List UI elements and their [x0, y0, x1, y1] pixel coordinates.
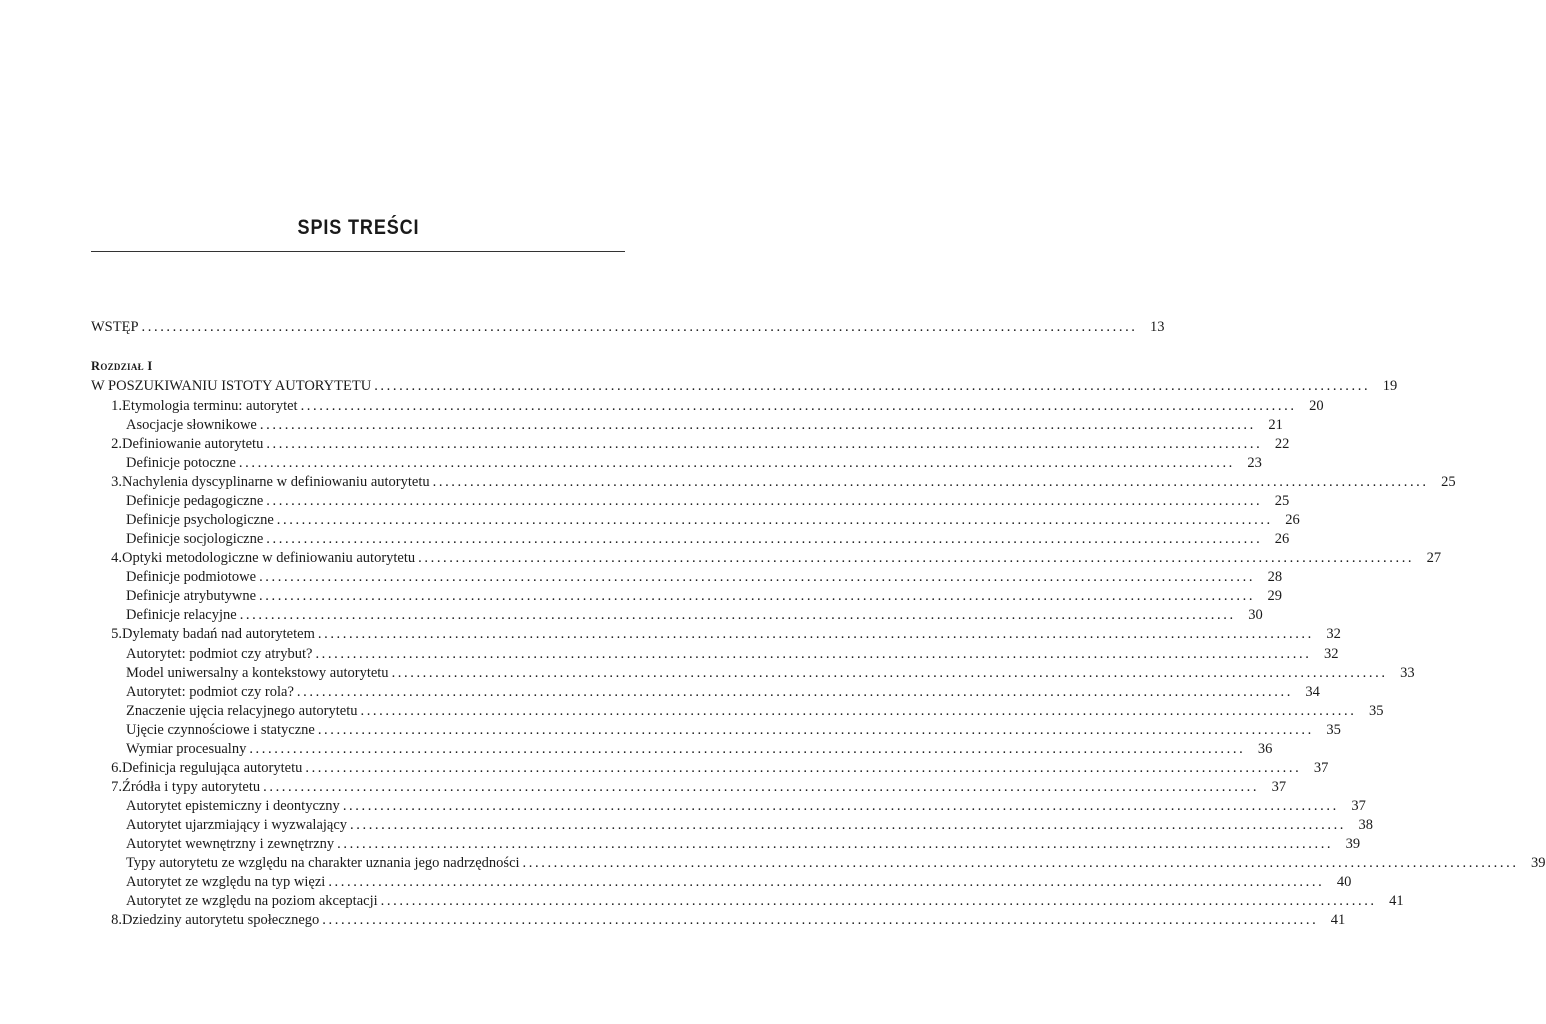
toc-entry-page: 30: [1248, 607, 1263, 623]
toc-entry-label: Autorytet ze względu na poziom akceptacji: [126, 893, 378, 909]
dot-leader: ................................................................................................................................................................: [317, 722, 1314, 738]
toc-entry-label: Definicje socjologiczne: [126, 531, 264, 547]
toc-entry-label: Autorytet wewnętrzny i zewnętrzny: [126, 836, 335, 852]
toc-entry[interactable]: [105, 473, 1456, 492]
toc-entry[interactable]: [105, 911, 1346, 930]
toc-entry-page: 26: [1274, 531, 1290, 547]
dot-leader: ................................................................................................................................................................: [263, 779, 1260, 795]
toc-entry-page: 36: [1257, 741, 1273, 757]
toc-entry-page: 26: [1285, 512, 1300, 528]
toc-entry-page: 38: [1358, 817, 1374, 833]
dot-leader: ................................................................................................................................................................: [276, 512, 1273, 528]
toc-entry[interactable]: [105, 778, 1287, 797]
dot-leader: ................................................................................................................................................................: [360, 703, 1357, 719]
chapter-heading: Rozdział I: [91, 359, 153, 373]
dot-leader: ................................................................................................................................................................: [337, 836, 1334, 852]
toc-entry[interactable]: [105, 549, 1442, 568]
toc-entry[interactable]: [126, 721, 1341, 740]
toc-entry-page: 39: [1531, 855, 1546, 871]
toc-entry[interactable]: [126, 816, 1374, 835]
toc-entry-label: Autorytet ujarzmiający i wyzwalający: [126, 817, 348, 833]
toc-entry[interactable]: [105, 397, 1324, 416]
dot-leader: ................................................................................................................................................................: [300, 398, 1297, 414]
toc-entry-number: 8.: [111, 912, 122, 928]
toc-entry-label: Dylematy badań nad autorytetem: [122, 626, 315, 642]
toc-entry-label: Znaczenie ujęcia relacyjnego autorytetu: [126, 703, 358, 719]
dot-leader: ................................................................................................................................................................: [305, 760, 1302, 776]
toc-entry-label: Autorytet: podmiot czy rola?: [126, 684, 294, 700]
toc-entry[interactable]: [126, 606, 1263, 625]
toc-entry-page: 39: [1345, 836, 1361, 852]
toc-entry[interactable]: [91, 318, 1165, 337]
toc-entry-label: Definicja regulująca autorytetu: [122, 760, 303, 776]
toc-entry-label: Model uniwersalny a kontekstowy autorytetu: [126, 665, 389, 681]
toc-entry-label: Autorytet epistemiczny i deontyczny: [126, 798, 340, 814]
page-title: SPIS TREŚCI: [297, 216, 420, 239]
toc-entry[interactable]: [126, 530, 1290, 549]
toc-entry-label: Typy autorytetu ze względu na charakter uznania jego nadrzędności: [126, 855, 520, 871]
dot-leader: ................................................................................................................................................................: [259, 569, 1256, 585]
toc-entry-page: 25: [1274, 493, 1290, 509]
dot-leader: ................................................................................................................................................................: [391, 665, 1388, 681]
toc-entry-label: W POSZUKIWANIU ISTOTY AUTORYTETU: [91, 378, 372, 394]
toc-entry-number: 5.: [111, 626, 122, 642]
toc-entry[interactable]: [126, 587, 1283, 606]
toc-entry[interactable]: [105, 759, 1329, 778]
toc-entry-page: 40: [1336, 874, 1352, 890]
dot-leader: ................................................................................................................................................................: [266, 531, 1263, 547]
toc-entry-page: 13: [1150, 319, 1165, 335]
toc-entry[interactable]: [126, 835, 1361, 854]
toc-entry[interactable]: [126, 568, 1283, 587]
toc-entry-label: WSTĘP: [91, 319, 139, 335]
toc-entry-label: Definicje potoczne: [126, 455, 236, 471]
toc-entry[interactable]: [126, 492, 1290, 511]
dot-leader: ................................................................................................................................................................: [432, 474, 1429, 490]
toc-entry-label: Definicje psychologiczne: [126, 512, 274, 528]
toc-entry[interactable]: [126, 511, 1300, 530]
toc-entry[interactable]: [126, 664, 1415, 683]
toc-entry-label: Źródła i typy autorytetu: [122, 779, 261, 795]
toc-entry-number: 2.: [111, 436, 122, 452]
toc-entry-page: 37: [1313, 760, 1329, 776]
toc-entry[interactable]: [126, 892, 1404, 911]
toc-entry[interactable]: [105, 625, 1341, 644]
dot-leader: ................................................................................................................................................................: [259, 417, 1256, 433]
toc-entry[interactable]: [91, 377, 1398, 396]
toc-entry-page: 28: [1267, 569, 1283, 585]
toc-entry-page: 21: [1268, 417, 1283, 433]
toc-entry-page: 41: [1389, 893, 1404, 909]
toc-entry-label: Definicje podmiotowe: [126, 569, 257, 585]
toc-entry-page: 29: [1267, 588, 1283, 604]
toc-entry-page: 23: [1247, 455, 1262, 471]
toc-entry[interactable]: [105, 435, 1290, 454]
toc-entry-number: 6.: [111, 760, 122, 776]
table-of-contents: [91, 0, 1546, 1024]
dot-leader: ................................................................................................................................................................: [249, 741, 1246, 757]
dot-leader: ................................................................................................................................................................: [266, 493, 1263, 509]
toc-entry[interactable]: [126, 740, 1273, 759]
toc-entry[interactable]: [126, 797, 1366, 816]
toc-entry-label: Nachylenia dyscyplinarne w definiowaniu autorytetu: [122, 474, 430, 490]
toc-entry-label: Definicje pedagogiczne: [126, 493, 264, 509]
toc-entry-page: 35: [1326, 722, 1341, 738]
toc-entry[interactable]: [126, 454, 1262, 473]
toc-entry-label: Autorytet: podmiot czy atrybut?: [126, 646, 313, 662]
toc-entry[interactable]: [126, 702, 1384, 721]
toc-entry-label: Wymiar procesualny: [126, 741, 247, 757]
toc-entry-label: Dziedziny autorytetu społecznego: [122, 912, 320, 928]
toc-entry-label: Definicje atrybutywne: [126, 588, 257, 604]
toc-entry[interactable]: [126, 683, 1320, 702]
dot-leader: ................................................................................................................................................................: [322, 912, 1319, 928]
toc-entry-page: 33: [1400, 665, 1415, 681]
toc-entry-number: 1.: [111, 398, 122, 414]
dot-leader: ................................................................................................................................................................: [141, 319, 1138, 335]
toc-entry-page: 19: [1382, 378, 1398, 394]
toc-entry-label: Definicje relacyjne: [126, 607, 237, 623]
toc-entry-page: 35: [1368, 703, 1384, 719]
toc-entry-page: 22: [1274, 436, 1290, 452]
dot-leader: ................................................................................................................................................................: [328, 874, 1325, 890]
dot-leader: ................................................................................................................................................................: [522, 855, 1519, 871]
toc-entry-number: 7.: [111, 779, 122, 795]
toc-entry-page: 37: [1271, 779, 1287, 795]
dot-leader: ................................................................................................................................................................: [317, 626, 1314, 642]
toc-entry[interactable]: [126, 645, 1339, 664]
dot-leader: ................................................................................................................................................................: [238, 455, 1235, 471]
dot-leader: ................................................................................................................................................................: [266, 436, 1263, 452]
toc-entry-page: 27: [1426, 550, 1442, 566]
toc-entry[interactable]: [126, 854, 1546, 873]
dot-leader: ................................................................................................................................................................: [239, 607, 1236, 623]
toc-entry-label: Asocjacje słownikowe: [126, 417, 257, 433]
toc-entry-label: Etymologia terminu: autorytet: [122, 398, 298, 414]
toc-entry-page: 32: [1326, 626, 1341, 642]
toc-entry-page: 32: [1323, 646, 1339, 662]
toc-entry-number: 4.: [111, 550, 122, 566]
toc-entry-page: 25: [1441, 474, 1456, 490]
dot-leader: ................................................................................................................................................................: [418, 550, 1415, 566]
toc-entry[interactable]: [126, 416, 1283, 435]
toc-entry-page: 20: [1309, 398, 1324, 414]
toc-entry[interactable]: [126, 873, 1352, 892]
toc-entry-page: 34: [1305, 684, 1320, 700]
dot-leader: ................................................................................................................................................................: [315, 646, 1312, 662]
dot-leader: ................................................................................................................................................................: [259, 588, 1256, 604]
toc-entry-label: Definiowanie autorytetu: [122, 436, 264, 452]
dot-leader: ................................................................................................................................................................: [374, 378, 1371, 394]
toc-entry-number: 3.: [111, 474, 122, 490]
toc-entry-label: Optyki metodologiczne w definiowaniu autorytetu: [122, 550, 416, 566]
toc-entry-page: 41: [1330, 912, 1346, 928]
toc-entry-page: 37: [1351, 798, 1366, 814]
dot-leader: ................................................................................................................................................................: [380, 893, 1377, 909]
dot-leader: ................................................................................................................................................................: [342, 798, 1339, 814]
dot-leader: ................................................................................................................................................................: [350, 817, 1347, 833]
toc-entry-label: Autorytet ze względu na typ więzi: [126, 874, 326, 890]
dot-leader: ................................................................................................................................................................: [296, 684, 1293, 700]
toc-entry-label: Ujęcie czynnościowe i statyczne: [126, 722, 315, 738]
